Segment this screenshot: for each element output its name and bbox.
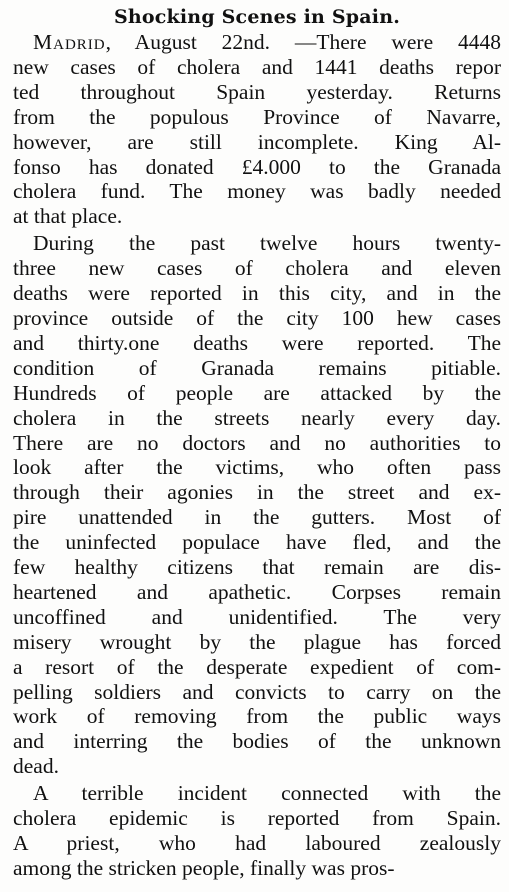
text-line: deaths were reported in this city, and in the <box>13 281 501 306</box>
text-line: heartened and apathetic. Corpses remain <box>13 579 501 604</box>
text-line: cholera in the streets nearly every day. <box>13 405 501 430</box>
text-line: A terrible incident connected with the <box>33 781 501 806</box>
text-line: the uninfected populace have fled, and the <box>13 530 501 555</box>
text-line: and interring the bodies of the unknown <box>13 729 501 754</box>
text-line-content: August 22nd. —There were 4448 <box>134 30 501 54</box>
article-dateline: Madrid <box>33 30 106 54</box>
text-line: and thirty.one deaths were reported. The <box>13 330 501 355</box>
text-line: cholera epidemic is reported from Spain. <box>13 806 501 831</box>
text-line: During the past twelve hours twenty- <box>33 231 501 256</box>
text-line: new cases of cholera and 1441 deaths repor <box>13 54 501 79</box>
text-line: There are no doctors and no authorities to <box>13 430 501 455</box>
text-line: ted throughout Spain yesterday. Returns <box>13 79 501 104</box>
text-line: condition of Granada remains pitiable. <box>13 355 501 380</box>
text-line: look after the victims, who often pass <box>13 455 501 480</box>
text-line: Hundreds of people are attacked by the <box>13 380 501 405</box>
text-line: few healthy citizens that remain are dis- <box>13 555 501 580</box>
text-line: misery wrought by the plague has forced <box>13 629 501 654</box>
article-headline: Shocking Scenes in Spain. <box>113 6 401 28</box>
article-body <box>13 30 501 881</box>
text-line: through their agonies in the street and ex- <box>13 480 501 505</box>
text-line: cholera fund. The money was badly needed <box>13 179 501 204</box>
text-line: work of removing from the public ways <box>13 704 501 729</box>
text-line: pelling soldiers and convicts to carry on the <box>13 679 501 704</box>
text-line: a resort of the desperate expedient of com- <box>13 654 501 679</box>
text-line: among the stricken people, finally was pros- <box>13 855 395 880</box>
text-line: uncoffined and unidentified. The very <box>13 604 501 629</box>
text-line: dead. <box>13 754 59 779</box>
text-line: however, are still incomplete. King Al- <box>13 129 501 154</box>
text-line: three new cases of cholera and eleven <box>13 256 501 281</box>
text-line: from the populous Province of Navarre, <box>13 104 501 129</box>
text-line: A priest, who had laboured zealously <box>13 831 501 855</box>
text-line: Madrid, August 22nd. —There were 4448 <box>33 30 501 54</box>
text-line: pire unattended in the gutters. Most of <box>13 505 501 530</box>
text-line: province outside of the city 100 hew cases <box>13 305 501 330</box>
text-line: fonso has donated £4.000 to the Granada <box>13 154 501 179</box>
text-line: at that place. <box>13 204 123 229</box>
